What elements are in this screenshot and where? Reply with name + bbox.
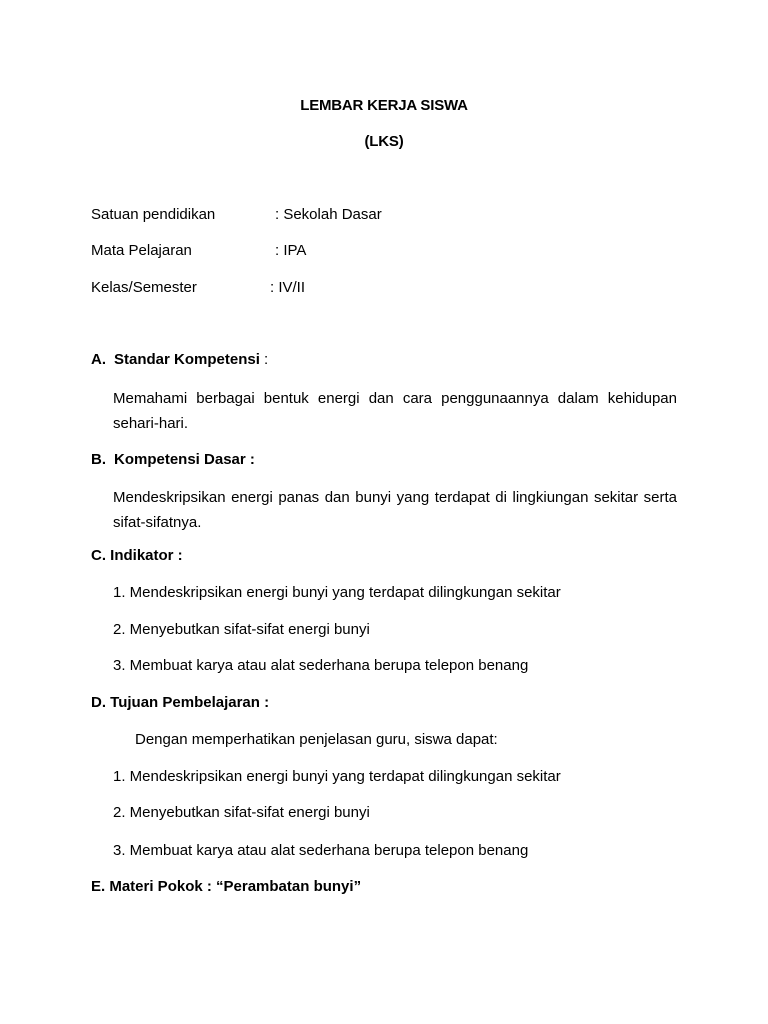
section-d-heading: D. Tujuan Pembelajaran : (91, 694, 270, 711)
section-d-intro: Dengan memperhatikan penjelasan guru, siswa dapat: (135, 731, 498, 748)
info-value: : IPA (275, 242, 307, 259)
objective-item: 2. Menyebutkan sifat-sifat energi bunyi (113, 804, 370, 821)
indicator-item: 1. Mendeskripsikan energi bunyi yang terdapat dilingkungan sekitar (113, 584, 561, 601)
section-b-heading (91, 451, 255, 468)
section-a-heading (91, 351, 268, 368)
indicator-item: 3. Membuat karya atau alat sederhana berupa telepon benang (113, 657, 529, 674)
section-a-letter: A. (91, 351, 106, 368)
info-label: Satuan pendidikan (91, 206, 216, 223)
info-value: : IV/II (270, 279, 306, 296)
document-title: LEMBAR KERJA SISWA (300, 97, 468, 114)
section-b-letter: B. (91, 451, 106, 468)
section-b-title: Kompetensi Dasar : (114, 451, 255, 468)
section-a-suffix: : (259, 351, 269, 368)
info-label: Mata Pelajaran (91, 242, 192, 259)
info-value: : Sekolah Dasar (275, 206, 382, 223)
objective-item: 1. Mendeskripsikan energi bunyi yang terdapat dilingkungan sekitar (113, 768, 561, 785)
section-a-text: Memahami berbagai bentuk energi dan cara penggunaannya dalam kehidupan sehari-hari. (113, 390, 677, 432)
objective-item: 3. Membuat karya atau alat sederhana berupa telepon benang (113, 842, 529, 859)
section-e-heading: E. Materi Pokok : “Perambatan bunyi” (91, 878, 362, 895)
section-a-title: Standar Kompetensi (114, 351, 260, 368)
section-b-text: Mendeskripsikan energi panas dan bunyi yang terdapat di lingkiungan sekitar serta sifat-sifatnya. (113, 489, 677, 531)
info-label: Kelas/Semester (91, 279, 197, 296)
indicator-item: 2. Menyebutkan sifat-sifat energi bunyi (113, 621, 370, 638)
section-c-heading: C. Indikator : (91, 547, 183, 564)
document-subtitle: (LKS) (364, 133, 404, 150)
